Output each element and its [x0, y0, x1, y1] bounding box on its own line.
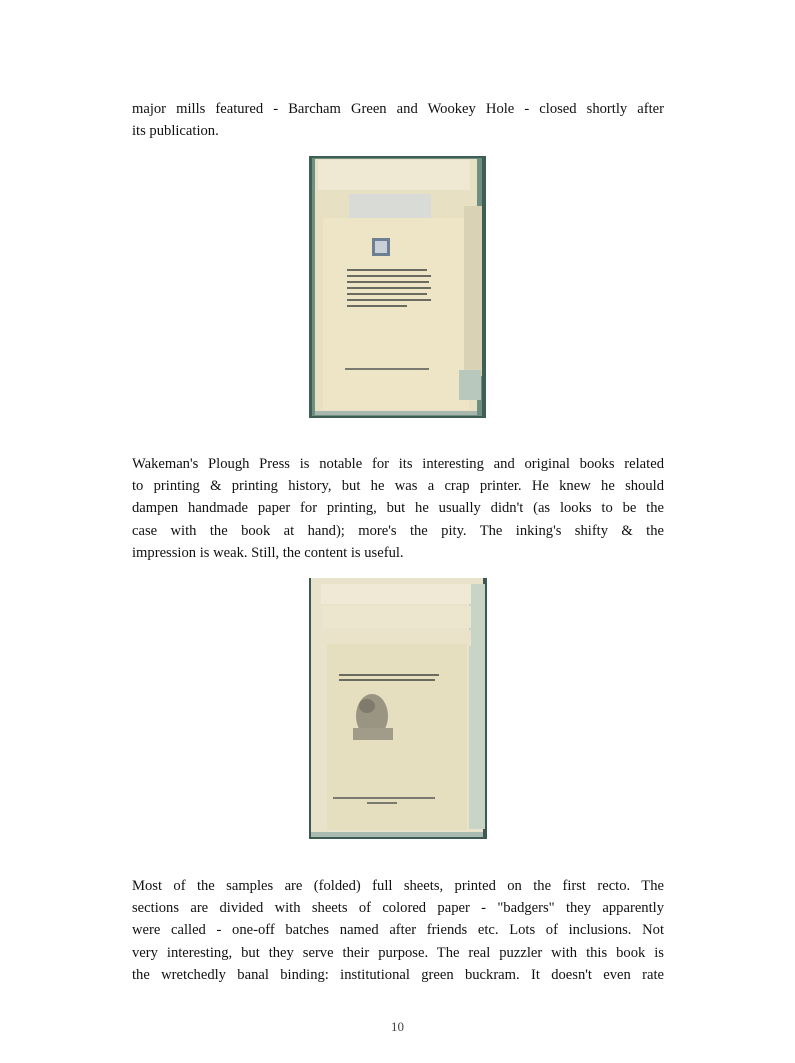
- paragraph-line: Most of the samples are (folded) full sheets, printed on the first recto. The: [132, 878, 664, 894]
- paragraph-line: were called - one-off batches named after friends etc. Lots of inclusions. Not: [132, 922, 664, 939]
- book-title-page-photo: [309, 156, 486, 418]
- paragraph-line: very interesting, but they serve their purpose. The real puzzler with this book is: [132, 944, 664, 961]
- paragraph-line: impression is weak. Still, the content is useful.: [132, 544, 404, 561]
- book-illustration-page-photo: [309, 578, 487, 839]
- paragraph-line: case with the book at hand); more's the pity. The inking's shifty & the: [132, 522, 664, 539]
- paragraph-3: [132, 875, 664, 986]
- paragraph-2: [132, 453, 664, 564]
- paragraph-line: major mills featured - Barcham Green and Wookey Hole - closed shortly after: [132, 101, 664, 117]
- paragraph-line: its publication.: [132, 123, 219, 140]
- paragraph-line: sections are divided with sheets of colored paper - "badgers" they apparently: [132, 900, 664, 917]
- page-number: 10: [391, 1019, 404, 1034]
- paragraph-1: [132, 98, 664, 142]
- paragraph-line: the wretchedly banal binding: institutional green buckram. It doesn't even rate: [132, 966, 664, 983]
- paragraph-line: to printing & printing history, but he was a crap printer. He knew he should: [132, 478, 664, 495]
- paragraph-line: dampen handmade paper for printing, but he usually didn't (as looks to be the: [132, 500, 664, 517]
- paragraph-line: Wakeman's Plough Press is notable for its interesting and original books related: [132, 456, 664, 472]
